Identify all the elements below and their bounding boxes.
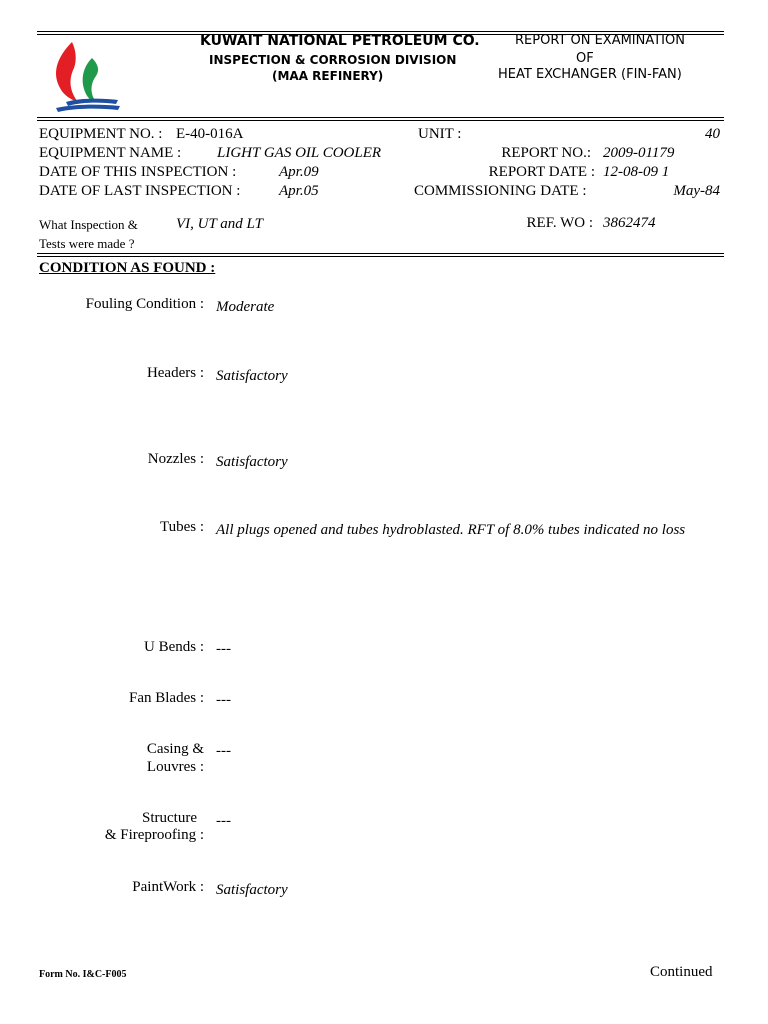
continued-label: Continued <box>650 964 713 980</box>
fan-blades-label: Fan Blades : <box>129 690 204 706</box>
structure-value: --- <box>216 813 231 829</box>
company-logo <box>46 38 126 116</box>
division-name: INSPECTION & CORROSION DIVISION <box>209 53 457 67</box>
section-rule-1 <box>37 253 724 254</box>
structure-label-line2: & Fireproofing : <box>104 827 204 843</box>
equipment-name-value: LIGHT GAS OIL COOLER <box>217 145 382 161</box>
structure-label-line1: Structure <box>142 810 197 826</box>
report-title-line2: OF <box>576 51 594 66</box>
headers-value: Satisfactory <box>216 368 288 384</box>
report-no-value: 2009-01179 <box>603 145 675 161</box>
paintwork-label: PaintWork : <box>132 879 204 895</box>
commissioning-date-label: COMMISSIONING DATE : <box>414 183 587 199</box>
date-this-inspection-label: DATE OF THIS INSPECTION : <box>39 164 237 180</box>
casing-label-line1: Casing & <box>146 741 204 757</box>
equipment-no-value: E-40-016A <box>176 126 244 142</box>
ref-wo-label: REF. WO : <box>526 215 593 231</box>
ubends-label: U Bends : <box>144 639 204 655</box>
condition-heading: CONDITION AS FOUND : <box>39 260 216 276</box>
tests-label-line1: What Inspection & <box>39 217 138 232</box>
tubes-value: All plugs opened and tubes hydroblasted. RFT of 8.0% tubes indicated no loss <box>216 522 686 538</box>
unit-value: 40 <box>705 126 720 142</box>
report-title-line3: HEAT EXCHANGER (FIN-FAN) <box>498 67 682 82</box>
unit-label: UNIT : <box>418 126 462 142</box>
ref-wo-value: 3862474 <box>603 215 656 231</box>
header-rule-2 <box>37 120 724 121</box>
fouling-value: Moderate <box>216 299 275 315</box>
company-name: KUWAIT NATIONAL PETROLEUM CO. <box>200 33 480 49</box>
header-rule-1 <box>37 117 724 118</box>
report-date-label: REPORT DATE : <box>488 164 595 180</box>
report-title-line1: REPORT ON EXAMINATION <box>515 33 685 48</box>
headers-label: Headers : <box>146 365 204 381</box>
tubes-label: Tubes : <box>159 519 204 535</box>
equipment-name-label: EQUIPMENT NAME : <box>39 145 182 161</box>
tests-label-line2: Tests were made ? <box>39 236 135 251</box>
refinery-name: (MAA REFINERY) <box>272 69 384 83</box>
equipment-no-label: EQUIPMENT NO. : <box>39 126 163 142</box>
tests-value: VI, UT and LT <box>176 216 263 232</box>
section-rule-2 <box>37 256 724 257</box>
form-number: Form No. I&C-F005 <box>39 969 127 980</box>
ubends-value: --- <box>216 641 231 657</box>
commissioning-date-value: May-84 <box>673 183 720 199</box>
flame-logo-icon <box>46 38 126 116</box>
nozzles-value: Satisfactory <box>216 454 288 470</box>
fan-blades-value: --- <box>216 692 231 708</box>
casing-label-line2: Louvres : <box>146 759 204 775</box>
report-date-value: 12-08-09 1 <box>603 164 670 180</box>
nozzles-label: Nozzles : <box>147 451 204 467</box>
casing-value: --- <box>216 743 231 759</box>
fouling-label: Fouling Condition : <box>85 296 204 312</box>
date-last-inspection-label: DATE OF LAST INSPECTION : <box>39 183 241 199</box>
report-no-label: REPORT NO.: <box>501 145 591 161</box>
date-this-inspection-value: Apr.09 <box>279 164 319 180</box>
paintwork-value: Satisfactory <box>216 882 288 898</box>
date-last-inspection-value: Apr.05 <box>279 183 319 199</box>
top-rule-1 <box>37 31 724 32</box>
